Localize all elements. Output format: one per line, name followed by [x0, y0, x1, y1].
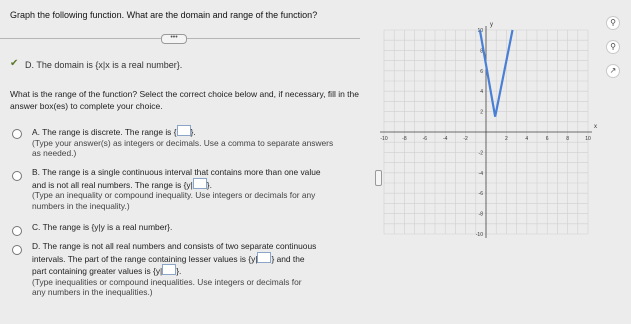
x-tick-label: -2 [463, 136, 468, 142]
x-tick-label: 6 [545, 136, 549, 142]
y-tick-label: -6 [478, 191, 483, 198]
option-a-answer-box[interactable] [177, 125, 191, 136]
option-a-letter: A. [32, 127, 40, 137]
option-d-line2-after: } and the [271, 253, 305, 264]
option-b-line2: and is not all real numbers. The range is {y| [32, 179, 193, 190]
option-b-hint2: numbers in the inequality.) [32, 200, 130, 211]
x-tick-label: 2 [505, 136, 508, 142]
zoom-in-icon[interactable]: ⚲ [606, 16, 620, 30]
option-c-text: The range is {y|y is a real number}. [42, 222, 173, 232]
function-graph[interactable] [378, 6, 598, 246]
popout-icon[interactable]: ↗ [606, 64, 620, 78]
option-d-answer-box-2[interactable] [162, 264, 176, 275]
x-tick-label: 4 [525, 136, 529, 142]
y-tick-label: 6 [480, 68, 483, 75]
option-c-radio[interactable] [12, 223, 22, 241]
option-a-hint: (Type your answer(s) as integers or decimals. Use a comma to separate answers as needed.) [32, 137, 334, 158]
x-axis-label: x [594, 124, 597, 130]
y-tick-label: -10 [475, 232, 483, 238]
y-axis-label: y [490, 22, 493, 28]
option-d-letter: D. [32, 241, 41, 251]
x-tick-label: -10 [380, 136, 388, 142]
checkmark-icon: ✔ [10, 58, 19, 69]
x-tick-label: 8 [566, 136, 569, 142]
y-tick-label: -4 [478, 170, 483, 177]
y-tick-label: -8 [478, 211, 483, 218]
option-b-line1: The range is a single continuous interval that contains more than one value [42, 167, 321, 177]
option-d-radio[interactable] [12, 242, 22, 260]
option-d-line1: The range is not all real numbers and consists of two separate continuous [42, 241, 317, 251]
option-a [32, 125, 362, 159]
option-d-line3-after: }. [176, 266, 182, 276]
option-b-hint1: (Type an inequality or compound inequality. Use integers or decimals for any [32, 190, 316, 200]
y-tick-label: 10 [477, 28, 483, 34]
option-a-radio[interactable] [12, 126, 22, 144]
y-tick-label: 8 [480, 48, 483, 55]
option-d-hint1: (Type inequalities or compound inequalities. Use integers or decimals for [32, 276, 302, 287]
option-b-answer-box[interactable] [193, 178, 207, 189]
x-tick-label: -8 [402, 136, 407, 142]
x-tick-label: 10 [585, 136, 591, 142]
option-c [32, 222, 172, 233]
y-tick-label: -2 [478, 150, 483, 157]
option-d-hint2: any numbers in the inequalities.) [32, 287, 153, 297]
option-b-radio[interactable] [12, 168, 22, 186]
option-d-line3: part containing greater values is {y| [32, 266, 163, 276]
option-a-text-before: The range is discrete. The range is { [42, 127, 177, 137]
x-tick-label: -4 [442, 136, 448, 142]
option-d-answer-box-1[interactable] [257, 252, 271, 263]
option-d [32, 241, 377, 298]
option-b [32, 167, 377, 211]
option-c-letter: C. [32, 222, 41, 232]
instruction-text: What is the range of the function? Select the correct choice below and, if necessary, fill in the answer box(es) to complete your choice. [10, 89, 360, 111]
y-tick-label: 4 [480, 89, 483, 96]
more-button[interactable]: ••• [161, 34, 187, 44]
question-text: Graph the following function. What are the domain and range of the function? [10, 10, 318, 20]
previous-answer: D. The domain is {x|x is a real number}. [25, 60, 183, 70]
zoom-out-icon[interactable]: ⚲ [606, 40, 620, 54]
option-d-line2: intervals. The part of the range containing lesser values is {y| [32, 253, 258, 264]
x-tick-label: -6 [422, 136, 428, 142]
option-b-line2-after: }. [206, 179, 212, 190]
option-b-letter: B. [32, 167, 40, 177]
y-tick-label: 2 [480, 109, 483, 116]
option-a-text-after: }. [190, 127, 196, 137]
